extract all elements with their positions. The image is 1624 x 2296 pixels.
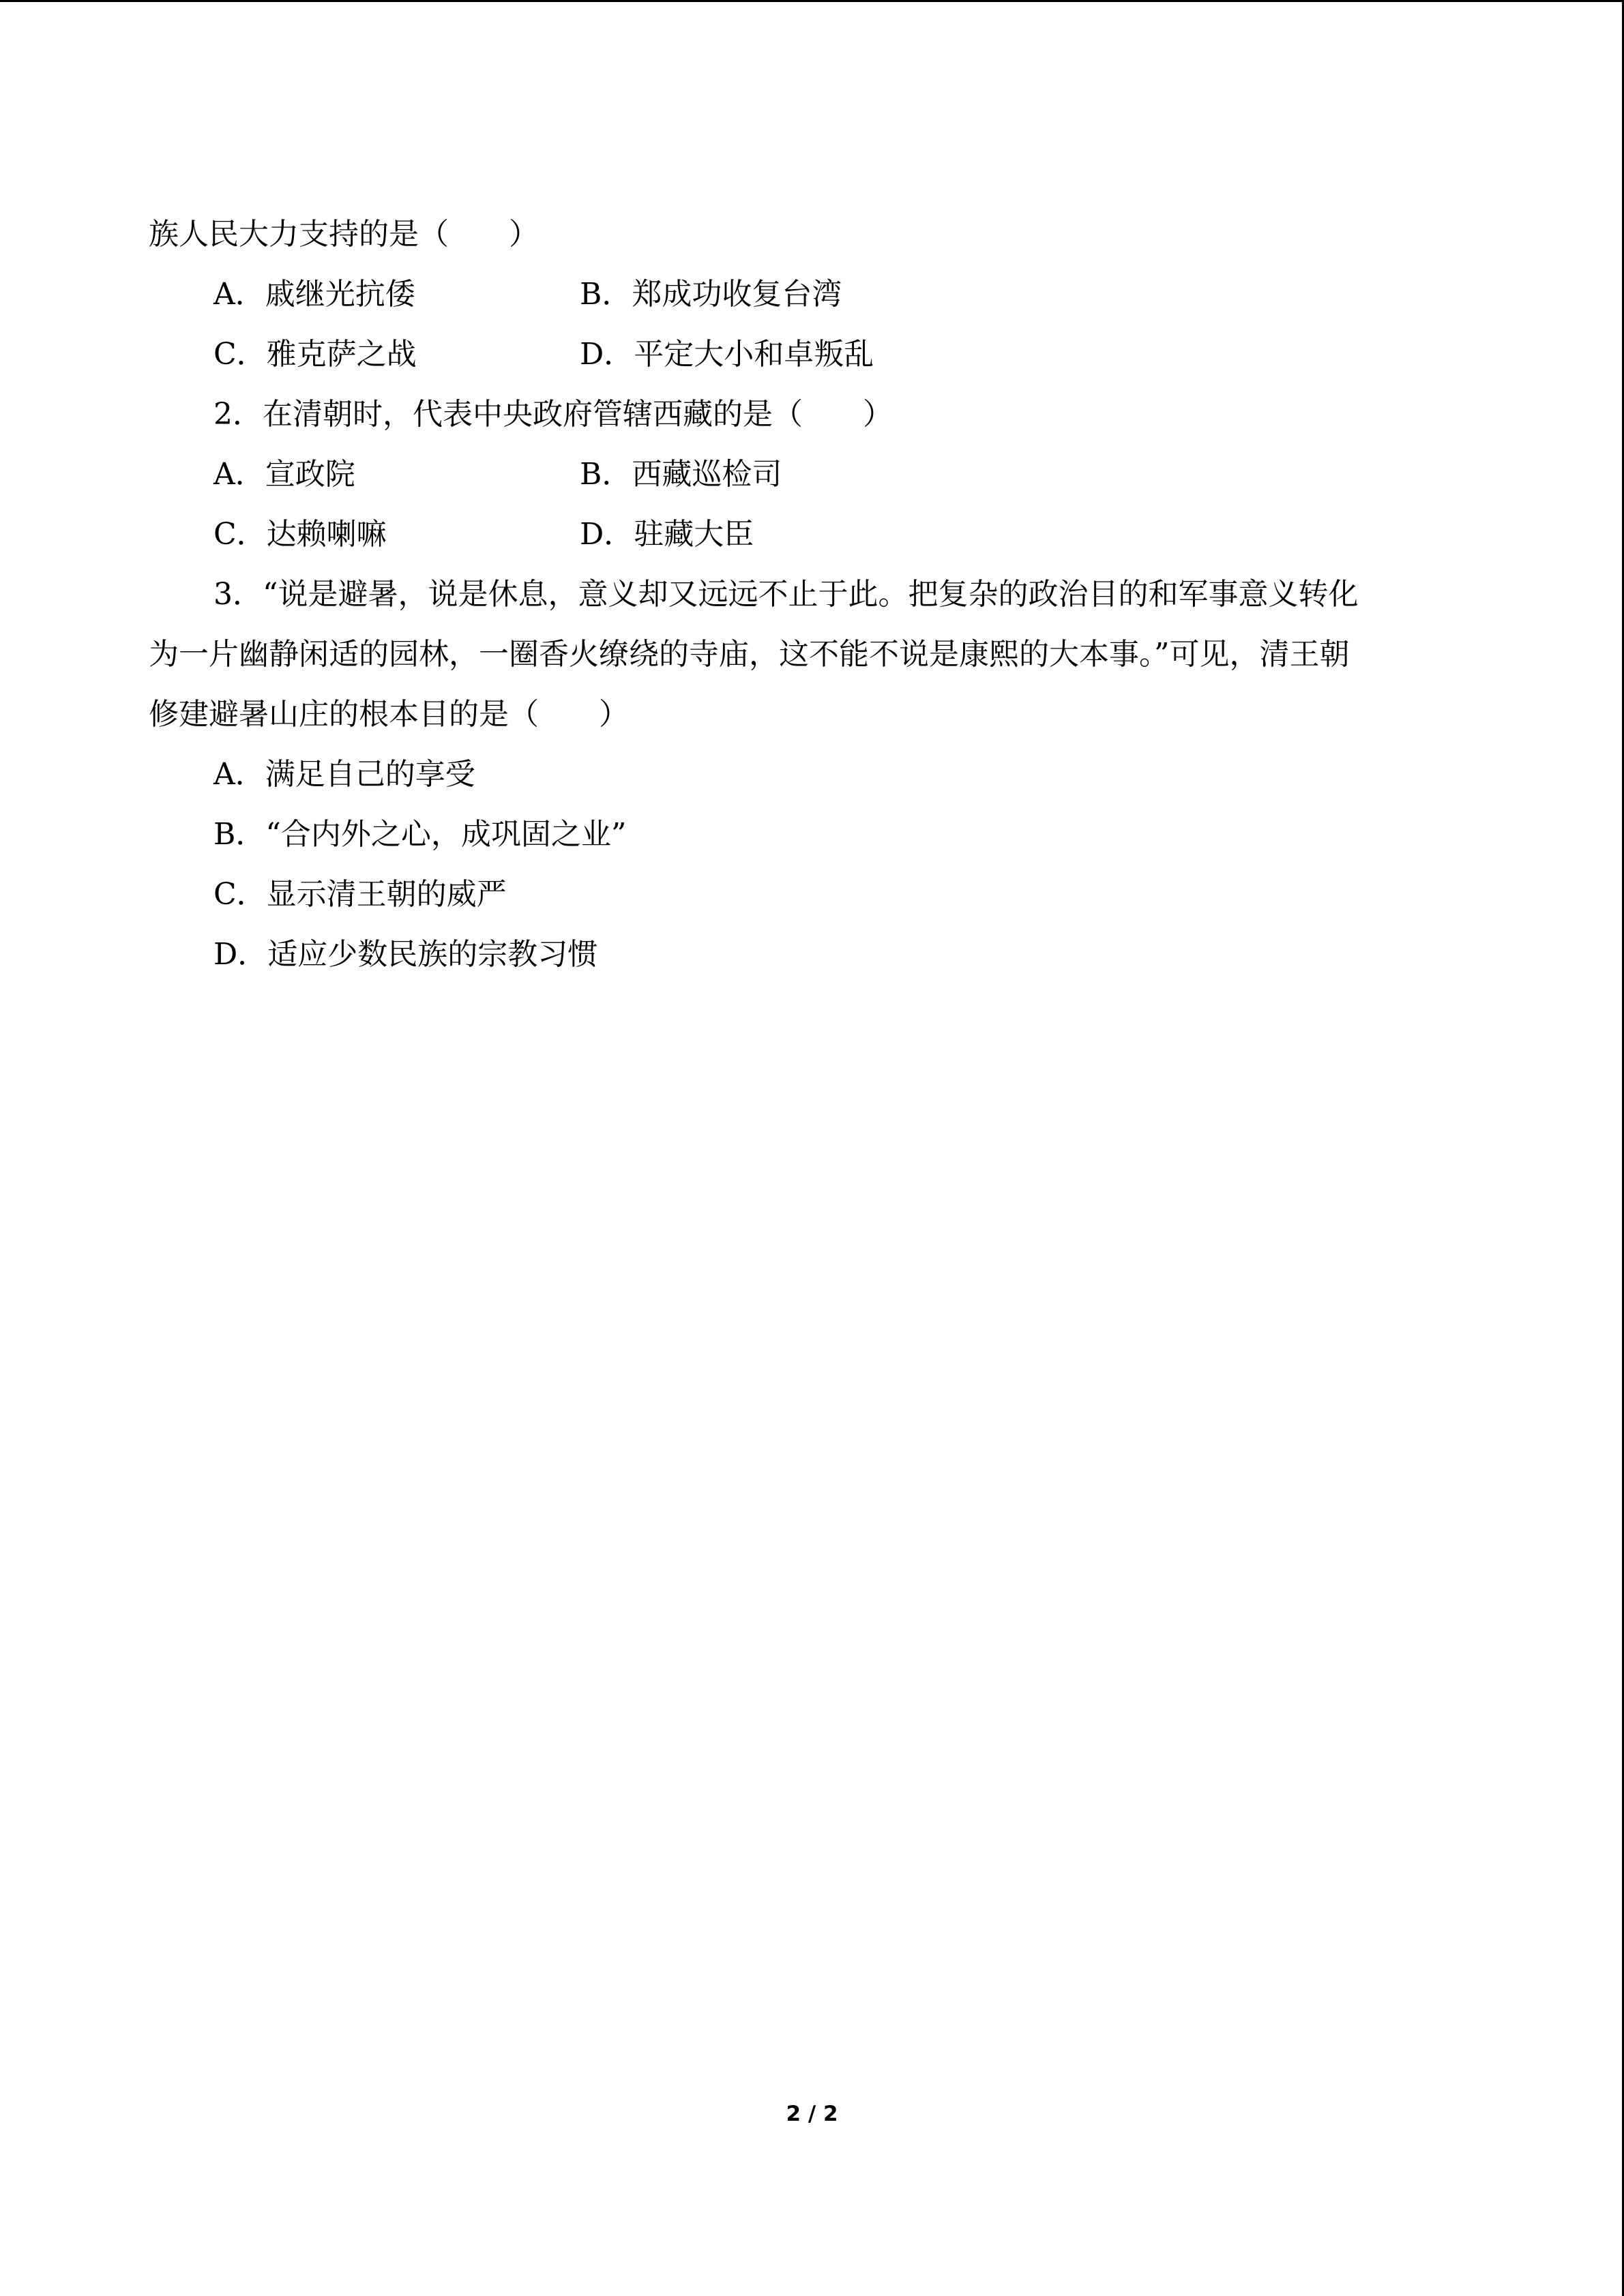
question-2-option-b: B．西藏巡检司 (580, 457, 782, 492)
question-1-options-row-1 (149, 265, 1479, 325)
question-3-stem-line-2: 为一片幽静闲适的园林，一圈香火缭绕的寺庙，这不能不说是康熙的大本事。”可见，清王朝 (149, 637, 1350, 672)
question-1-option-b: B．郑成功收复台湾 (580, 277, 842, 312)
question-3-option-d: D．适应少数民族的宗教习惯 (213, 937, 598, 972)
question-2-stem: 2．在清朝时，代表中央政府管辖西藏的是（ ） (213, 397, 893, 432)
question-1-options-row-2 (149, 325, 1479, 385)
question-3-stem-line-3: 修建避暑山庄的根本目的是（ ） (149, 697, 629, 732)
page-number: 2 / 2 (786, 2102, 838, 2126)
question-1-option-c: C．雅克萨之战 (213, 337, 417, 372)
question-2-option-d: D．驻藏大臣 (580, 517, 754, 552)
question-2-options-row-2 (149, 505, 1479, 565)
question-content (149, 205, 1479, 985)
question-1-option-d: D．平定大小和卓叛乱 (580, 337, 874, 372)
question-2-option-c: C．达赖喇嘛 (213, 517, 387, 552)
question-1-stem-tail: 族人民大力支持的是（ ） (149, 217, 539, 252)
question-3-option-b: B．“合内外之心，成巩固之业” (213, 817, 627, 852)
question-2-option-a: A．宣政院 (213, 457, 355, 492)
question-2-options-row-1 (149, 445, 1479, 505)
page-top-border (0, 0, 1624, 2)
question-3-stem-line-1: 3．“说是避暑，说是休息，意义却又远远不止于此。把复杂的政治目的和军事意义转化 (213, 577, 1359, 612)
question-3-option-c: C．显示清王朝的威严 (213, 877, 507, 912)
question-3-option-a: A．满足自己的享受 (213, 757, 475, 792)
question-1-option-a: A．戚继光抗倭 (213, 277, 415, 312)
